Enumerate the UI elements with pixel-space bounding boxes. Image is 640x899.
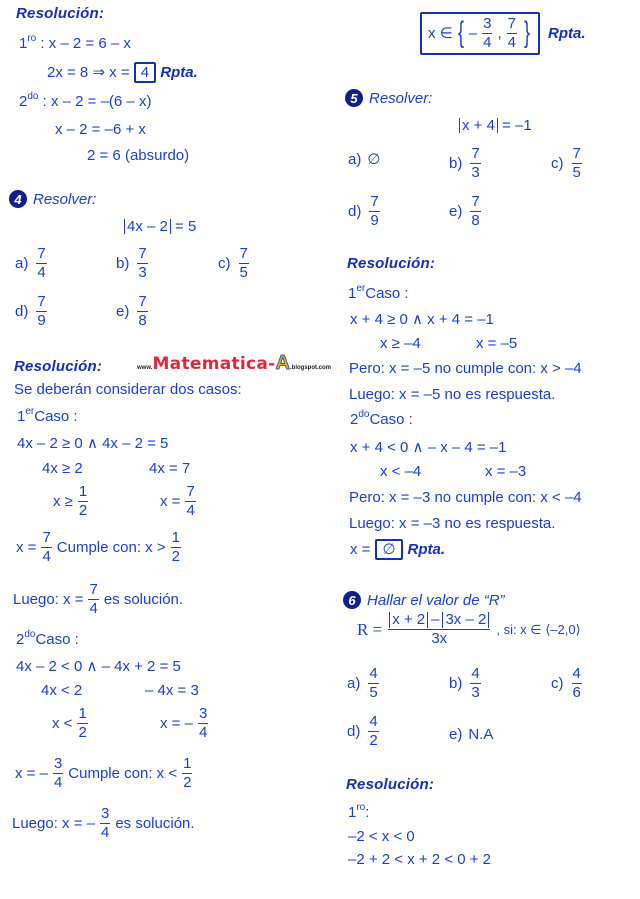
answer-box: 4 bbox=[134, 62, 156, 83]
case-1-line-2a: 4x ≥ 2 bbox=[42, 460, 83, 477]
problem-5-header bbox=[345, 89, 432, 107]
case-1-line-2b: 4x = 7 bbox=[149, 460, 191, 477]
problem-equation: x + 4 = –1 bbox=[459, 118, 532, 133]
option-d[interactable]: d) $\frac{4}{2}$ bbox=[347, 713, 378, 749]
step-line-2: 2x = 8 ⇒ x = 4 Rpta. bbox=[47, 64, 198, 81]
option-e[interactable]: e) N.A bbox=[449, 726, 494, 743]
problem-title: Resolver: bbox=[369, 89, 433, 107]
rpta-label: Rpta. bbox=[407, 541, 446, 558]
brace-open: { bbox=[457, 16, 464, 50]
option-c[interactable]: c) $\frac{4}{6}$ bbox=[551, 665, 581, 701]
option-b[interactable]: b) $\frac{7}{3}$ bbox=[449, 145, 480, 181]
problem-6-header bbox=[343, 591, 505, 609]
step-line-2: –2 + 2 < x + 2 < 0 + 2 bbox=[348, 851, 492, 868]
case-1-check: x = $\frac{7}{4}$ Cumple con: x > $\frac{1}{2}$ bbox=[16, 529, 180, 565]
case-2-pero: Pero: x = –3 no cumple con: x < –4 bbox=[349, 489, 582, 506]
step-line-1: $1^{ro}$ : x – 2 = 6 – x bbox=[19, 33, 131, 52]
case-2-line-3b: x = – $\frac{3}{4}$ bbox=[160, 705, 208, 741]
option-c[interactable]: c) $\frac{7}{5}$ bbox=[551, 145, 581, 181]
step-ordinal: $1^{ro}$: bbox=[348, 802, 370, 821]
case-2-conclusion: Luego: x = – $\frac{3}{4}$ es solución. bbox=[12, 805, 195, 841]
case-1-pero: Pero: x = –5 no cumple con: x > –4 bbox=[349, 360, 582, 377]
problem-number-badge: 6 bbox=[343, 591, 361, 609]
problem-5-final-answer: x = ∅ Rpta. bbox=[350, 541, 446, 558]
case-1-luego: Luego: x = –5 no es respuesta. bbox=[349, 386, 556, 403]
problem-formula: R = x + 2 – 3x – 2 3x , si: x ∈ ⟨–2,0⟩ bbox=[357, 611, 581, 647]
resolution-heading: Resolución: bbox=[14, 358, 103, 375]
step-line-5: 2 = 6 (absurdo) bbox=[87, 147, 190, 164]
case-1-title: 1erCaso : bbox=[17, 406, 78, 425]
problem-number-badge: 4 bbox=[9, 190, 27, 208]
rpta-label: Rpta. bbox=[548, 24, 586, 42]
problem-equation: 4x – 2 = 5 bbox=[124, 219, 196, 234]
case-1-line-1: x + 4 ≥ 0 ∧ x + 4 = –1 bbox=[350, 311, 494, 328]
option-c[interactable]: c) $\frac{7}{5}$ bbox=[218, 245, 248, 281]
problem-4-final-answer bbox=[420, 12, 586, 55]
case-2-line-2b: x = –3 bbox=[485, 463, 527, 480]
case-1-line-3a: x ≥ $\frac{1}{2}$ bbox=[53, 483, 88, 519]
option-b[interactable]: b) $\frac{4}{3}$ bbox=[449, 665, 480, 701]
step-line-1: –2 < x < 0 bbox=[348, 828, 415, 845]
answer-box: ∅ bbox=[375, 539, 402, 560]
option-a[interactable]: a) $\frac{4}{5}$ bbox=[347, 665, 378, 701]
resolution-intro: Se deberán considerar dos casos: bbox=[14, 381, 242, 398]
case-2-line-2a: 4x < 2 bbox=[41, 682, 83, 699]
option-d[interactable]: d) $\frac{7}{9}$ bbox=[348, 193, 379, 229]
case-1-title: 1erCaso : bbox=[348, 283, 409, 302]
resolution-heading: Resolución: bbox=[346, 776, 435, 793]
case-2-line-1: x + 4 < 0 ∧ – x – 4 = –1 bbox=[350, 439, 507, 456]
case-1-line-3b: x = $\frac{7}{4}$ bbox=[160, 483, 195, 519]
rpta-label: Rpta. bbox=[160, 64, 198, 81]
problem-title: Resolver: bbox=[33, 190, 97, 208]
option-a[interactable]: a) ∅ bbox=[348, 150, 381, 168]
case-1-line-2a: x ≥ –4 bbox=[380, 335, 421, 352]
case-2-line-2b: – 4x = 3 bbox=[145, 682, 199, 699]
case-2-check: x = – $\frac{3}{4}$ Cumple con: x < $\frac{1}{2}$ bbox=[15, 755, 192, 791]
option-e[interactable]: e) $\frac{7}{8}$ bbox=[116, 293, 147, 329]
resolution-heading: Resolución: bbox=[16, 5, 105, 22]
step-line-3: $2^{do}$ : x – 2 = –(6 – x) bbox=[19, 91, 152, 110]
watermark-logo: www. Matematica- A .blogspot.com bbox=[137, 352, 331, 374]
problem-4-header bbox=[9, 190, 96, 208]
case-2-title: $2^{do}Caso$ : bbox=[350, 409, 413, 428]
case-1-line-2b: x = –5 bbox=[476, 335, 518, 352]
answer-box: x ∈ { – $\frac{3}{4}$ , $\frac{7}{4}$ } bbox=[420, 12, 540, 55]
option-b[interactable]: b) $\frac{7}{3}$ bbox=[116, 245, 147, 281]
problem-title: Hallar el valor de “R” bbox=[367, 591, 505, 609]
problem-number-badge: 5 bbox=[345, 89, 363, 107]
case-1-conclusion: Luego: x = $\frac{7}{4}$ es solución. bbox=[13, 581, 184, 617]
step-line-4: x – 2 = –6 + x bbox=[55, 121, 146, 138]
case-2-title: $2^{do}Caso$ : bbox=[16, 629, 79, 648]
case-2-line-2a: x < –4 bbox=[380, 463, 422, 480]
case-2-luego: Luego: x = –3 no es respuesta. bbox=[349, 515, 556, 532]
brace-close: } bbox=[523, 16, 530, 50]
case-2-line-3a: x < $\frac{1}{2}$ bbox=[52, 705, 87, 741]
option-d[interactable]: d) $\frac{7}{9}$ bbox=[15, 293, 46, 329]
option-a[interactable]: a) $\frac{7}{4}$ bbox=[15, 245, 46, 281]
resolution-heading: Resolución: bbox=[347, 255, 436, 272]
case-2-line-1: 4x – 2 < 0 ∧ – 4x + 2 = 5 bbox=[16, 658, 181, 675]
option-e[interactable]: e) $\frac{7}{8}$ bbox=[449, 193, 480, 229]
case-1-line-1: 4x – 2 ≥ 0 ∧ 4x – 2 = 5 bbox=[17, 435, 169, 452]
